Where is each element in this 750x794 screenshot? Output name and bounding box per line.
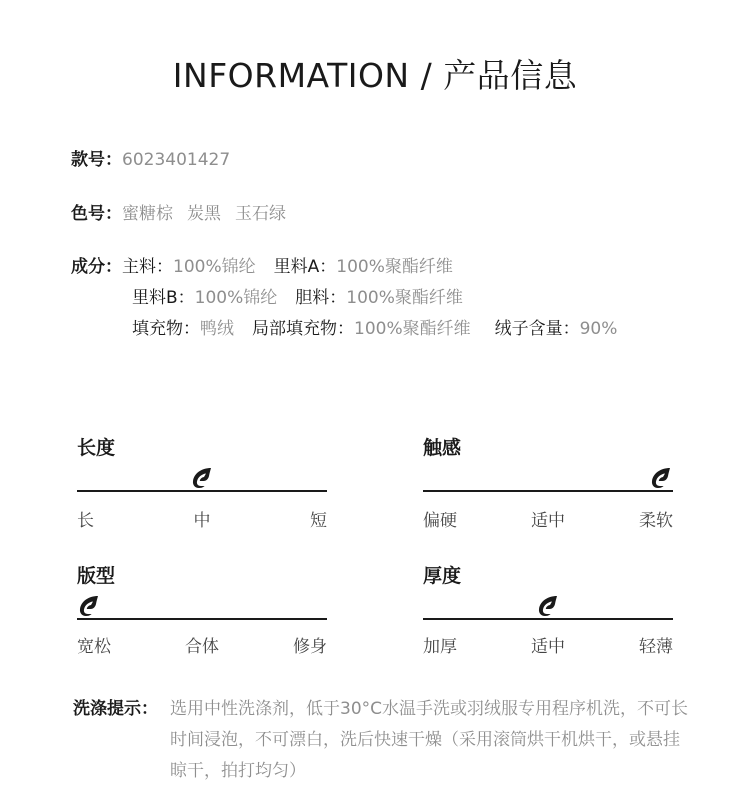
filling-key: 填充物：: [132, 319, 200, 339]
scale-line: [423, 618, 673, 620]
scale-tick-mid: 适中: [531, 637, 565, 657]
style-number-row: [71, 150, 230, 170]
partial-filling-key: 局部填充物：: [252, 319, 354, 339]
style-number-value: 6023401427: [122, 150, 231, 170]
main-fabric-key: 主料：: [122, 257, 173, 277]
bladder-key: 胆料：: [295, 288, 347, 308]
lining-b-key: 里料B：: [132, 288, 195, 308]
page-title: INFORMATION / 产品信息: [172, 56, 578, 95]
feather-marker-icon: [649, 466, 671, 488]
down-content-key: 绒子含量：: [494, 319, 580, 339]
partial-filling-value: 100%聚酯纤维: [354, 319, 471, 339]
composition-row-1: [71, 257, 453, 277]
color-number-row: [71, 204, 286, 224]
scale-tick-right: 轻薄: [639, 637, 673, 657]
scale-title: 长度: [77, 437, 116, 459]
lining-a-key: 里料A：: [273, 257, 337, 277]
lining-b-value: 100%锦纶: [194, 288, 278, 308]
color-option: 炭黑: [187, 204, 221, 224]
feather-marker-icon: [77, 594, 99, 616]
composition-row-2: [132, 288, 463, 308]
scale-tick-left: 长: [77, 511, 94, 531]
color-number-label: 色号：: [71, 204, 122, 224]
scale-tick-left: 加厚: [423, 637, 457, 657]
color-option: 玉石绿: [235, 204, 286, 224]
wash-text: 选用中性洗涤剂，低于30°C水温手洗或羽绒服专用程序机洗，不可长时间浸泡，不可漂白，洗后快速干燥（采用滚筒烘干机烘干，或悬挂晾干，拍打均匀）: [170, 699, 689, 781]
scale-tick-mid: 合体: [185, 637, 219, 657]
composition-row-3: [132, 319, 617, 339]
feather-marker-icon: [190, 466, 212, 488]
bladder-value: 100%聚酯纤维: [346, 288, 463, 308]
scale-tick-right: 短: [310, 511, 327, 531]
scale-tick-right: 修身: [293, 637, 327, 657]
scale-tick-left: 偏硬: [423, 511, 457, 531]
scale-line: [77, 490, 327, 492]
main-fabric-value: 100%锦纶: [173, 257, 256, 277]
scale-tick-mid: 适中: [531, 511, 565, 531]
down-content-value: 90%: [579, 319, 618, 339]
scale-line: [77, 618, 327, 620]
scale-tick-left: 宽松: [77, 637, 111, 657]
feather-marker-icon: [536, 594, 558, 616]
scale-title: 触感: [423, 437, 462, 459]
style-number-label: 款号：: [71, 150, 122, 170]
color-option: 蜜糖棕: [122, 204, 173, 224]
scale-tick-right: 柔软: [639, 511, 673, 531]
scale-title: 厚度: [423, 565, 462, 587]
filling-value: 鸭绒: [200, 319, 234, 339]
scale-title: 版型: [77, 565, 116, 587]
scale-tick-mid: 中: [193, 511, 211, 531]
wash-label: 洗涤提示：: [73, 699, 158, 719]
scale-line: [423, 490, 673, 492]
composition-label: 成分：: [71, 257, 122, 277]
lining-a-value: 100%聚酯纤维: [336, 257, 453, 277]
